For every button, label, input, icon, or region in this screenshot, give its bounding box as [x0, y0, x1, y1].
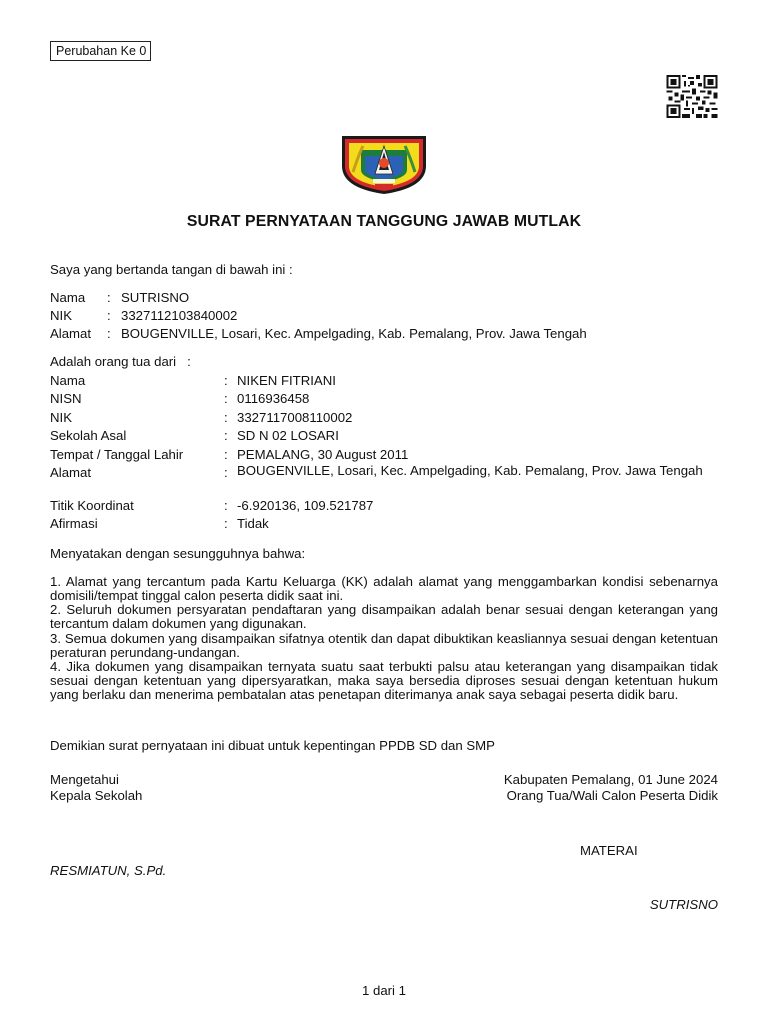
child-label: Alamat — [50, 465, 92, 480]
separator: : — [224, 428, 228, 443]
child-label: Sekolah Asal — [50, 428, 127, 443]
separator: : — [176, 354, 191, 369]
revision-label: Perubahan Ke 0 — [50, 41, 151, 61]
child-label: Titik Koordinat — [50, 498, 134, 513]
parent-label: NIK — [50, 308, 72, 323]
child-nik: 3327117008110002 — [237, 410, 353, 425]
child-label: Nama — [50, 373, 86, 388]
principal-name: RESMIATUN, S.Pd. — [50, 863, 167, 878]
child-affirmation: Tidak — [237, 516, 269, 531]
intro-text: Saya yang bertanda tangan di bawah ini : — [50, 262, 293, 277]
stamp-label: MATERAI — [580, 843, 638, 858]
statement-heading: Menyatakan dengan sesungguhnya bahwa: — [50, 546, 306, 561]
separator: : — [224, 516, 228, 531]
separator: : — [224, 447, 228, 462]
child-birth: PEMALANG, 30 August 2011 — [237, 447, 409, 462]
separator: : — [224, 498, 228, 513]
separator: : — [224, 465, 228, 480]
parent-label: Alamat — [50, 326, 92, 341]
guardian-label: Orang Tua/Wali Calon Peserta Didik — [506, 788, 718, 803]
separator: : — [107, 290, 111, 305]
parent-label: Nama — [50, 290, 86, 305]
qr-code-icon — [666, 75, 718, 118]
statement-item: 4. Jika dokumen yang disampaikan ternyata suatu saat terbukti palsu atau keterangan yang disampaikan tidak sesuai dengan ketentuan yang dipersyaratkan, maka saya bersedia diproses sesuai dengan ketentuan hukum yang berlaku dan menerima pembatalan atas penetapan diterimanya anak saya sebagai peserta didik baru. — [50, 659, 718, 702]
statement-item: 3. Semua dokumen yang disampaikan sifatnya otentik dan dapat dibuktikan keasliannya sesuai dengan ketentuan peraturan perundang-undangan. — [50, 631, 718, 660]
place-date: Kabupaten Pemalang, 01 June 2024 — [503, 772, 718, 787]
child-label: Tempat / Tanggal Lahir — [50, 447, 184, 462]
acknowledged-label: Mengetahui — [50, 772, 119, 787]
parent-address: BOUGENVILLE, Losari, Kec. Ampelgading, Kab. Pemalang, Prov. Jawa Tengah — [121, 326, 587, 341]
child-label: NIK — [50, 410, 72, 425]
child-address: BOUGENVILLE, Losari, Kec. Ampelgading, Kab. Pemalang, Prov. Jawa Tengah — [237, 463, 703, 478]
child-heading-row — [50, 353, 191, 370]
parent-name: SUTRISNO — [121, 290, 190, 305]
closing-text: Demikian surat pernyataan ini dibuat untuk kepentingan PPDB SD dan SMP — [50, 738, 495, 753]
child-label: Afirmasi — [50, 516, 98, 531]
page-number: 1 dari 1 — [362, 983, 406, 998]
regency-emblem-icon — [339, 132, 429, 196]
child-name: NIKEN FITRIANI — [237, 373, 336, 388]
child-coordinates: -6.920136, 109.521787 — [237, 498, 374, 513]
child-label: NISN — [50, 391, 82, 406]
child-school: SD N 02 LOSARI — [237, 428, 339, 443]
child-heading: Adalah orang tua dari — [50, 354, 177, 369]
separator: : — [107, 326, 111, 341]
guardian-name: SUTRISNO — [649, 897, 718, 912]
child-nisn: 0116936458 — [237, 391, 310, 406]
separator: : — [224, 391, 228, 406]
principal-label: Kepala Sekolah — [50, 788, 143, 803]
statement-item: 2. Seluruh dokumen persyaratan pendaftaran yang disampaikan adalah benar sesuai dengan keterangan yang tercantum dalam dokumen yang digunakan. — [50, 602, 718, 631]
statement-item: 1. Alamat yang tercantum pada Kartu Keluarga (KK) adalah alamat yang menggambarkan kondisi sebenarnya domisili/tempat tinggal calon peserta didik saat ini. — [50, 574, 718, 603]
separator: : — [224, 373, 228, 388]
separator: : — [107, 308, 111, 323]
document-title: SURAT PERNYATAAN TANGGUNG JAWAB MUTLAK — [186, 213, 582, 230]
separator: : — [224, 410, 228, 425]
parent-nik: 3327112103840002 — [121, 308, 238, 323]
